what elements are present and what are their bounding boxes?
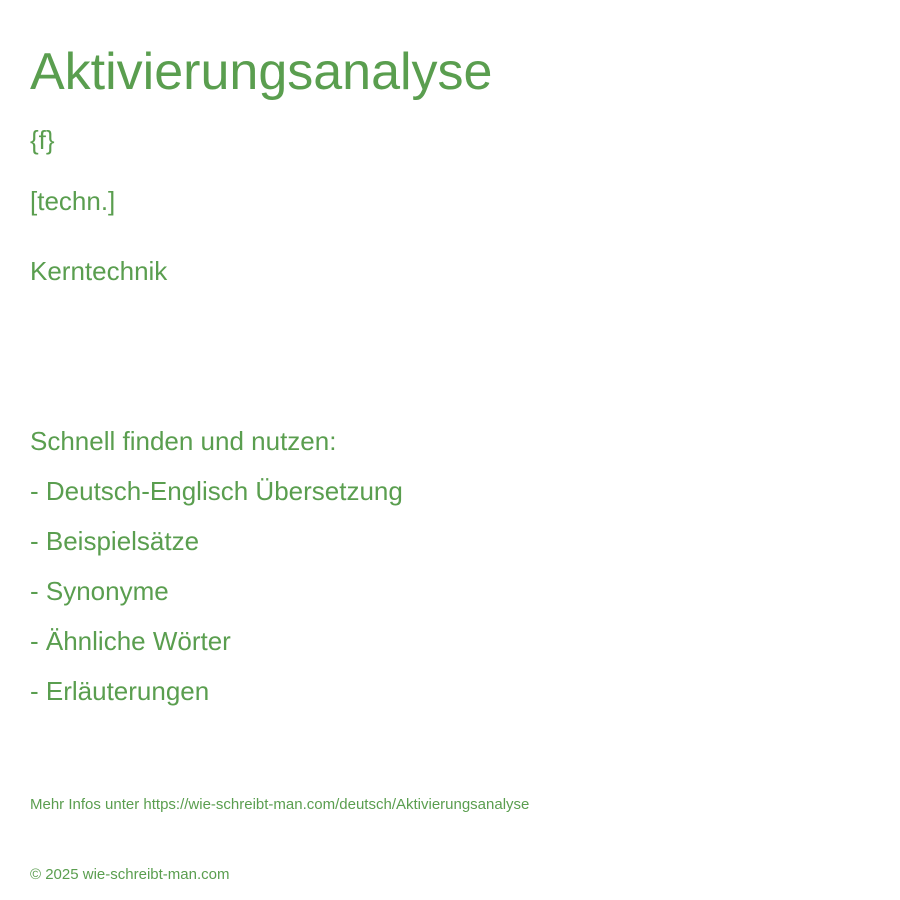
domain-label: Kerntechnik [30, 256, 168, 286]
register-label: [techn.] [30, 186, 116, 216]
page-title: Aktivierungsanalyse [30, 43, 493, 101]
quick-link-translation: - Deutsch-Englisch Übersetzung [30, 476, 403, 506]
quick-link-explanations: - Erläuterungen [30, 676, 210, 706]
copyright-text: © 2025 wie-schreibt-man.com [30, 866, 230, 883]
more-info-text: Mehr Infos unter https://wie-schreibt-man.com/deutsch/Aktivierungsanalyse [30, 796, 530, 813]
quick-links-list [30, 475, 403, 725]
quick-link-example-sentences: - Beispielsätze [30, 526, 200, 556]
gender-label: {f} [30, 125, 55, 155]
quick-link-similar-words: - Ähnliche Wörter [30, 626, 231, 656]
quick-link-synonyms: - Synonyme [30, 576, 169, 606]
quick-links-title: Schnell finden und nutzen: [30, 426, 337, 456]
